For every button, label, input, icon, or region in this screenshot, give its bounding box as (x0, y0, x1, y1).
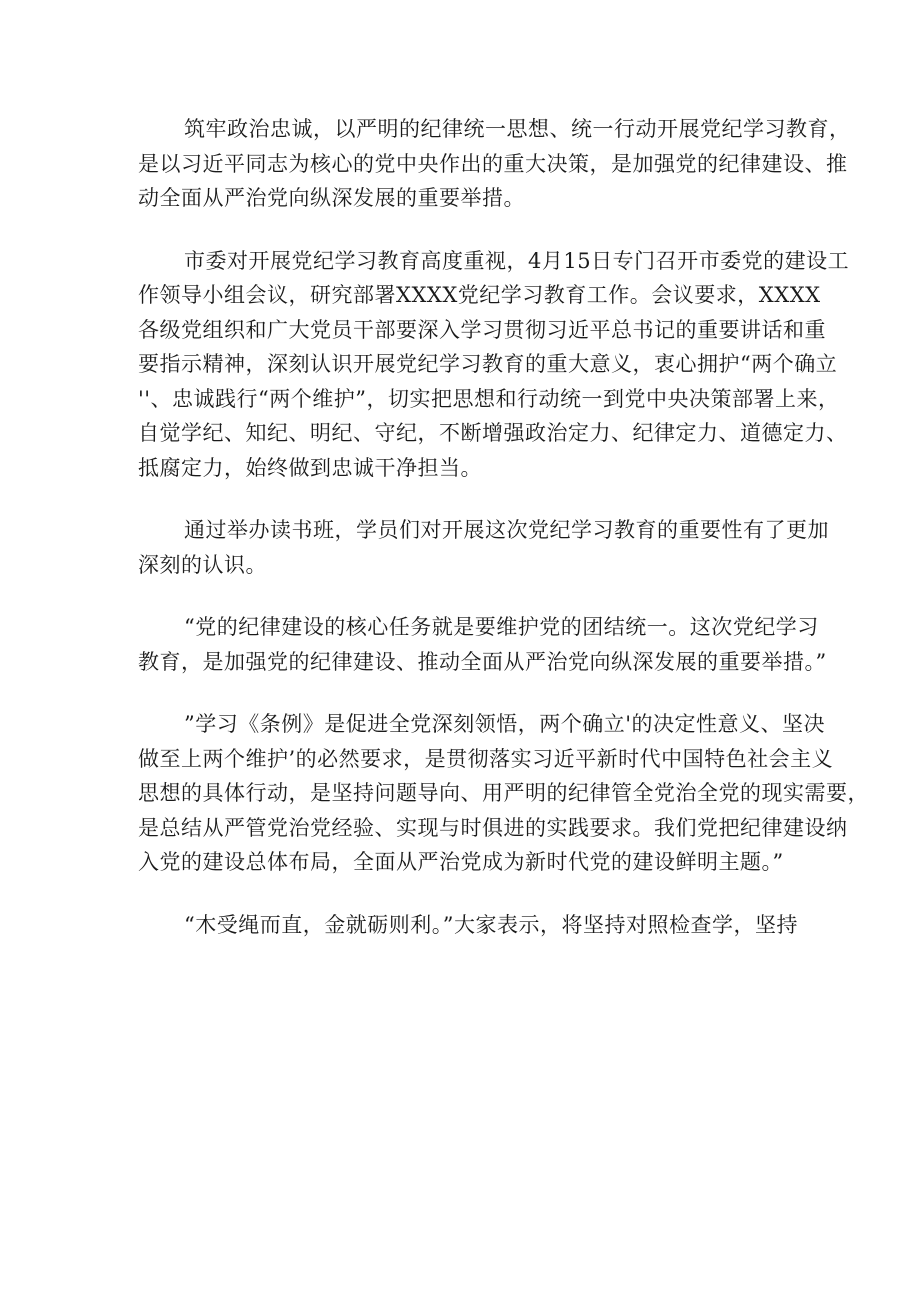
paragraph-6 (138, 908, 798, 943)
document-page (138, 112, 869, 942)
text-line: 深刻的认识。 (138, 552, 267, 577)
text-line: “木受绳而直，金就砺则利。”大家表示，将坚持对照检查学，坚持 (184, 912, 798, 937)
text-line: 做至上两个维护’的必然要求，是贯彻落实习近平新时代中国特色社会主义 (138, 746, 834, 771)
text-line: 教育，是加强党的纪律建设、推动全面从严治党向纵深发展的重要举措。” (138, 649, 827, 674)
text-line: 筑牢政治忠诚，以严明的纪律统一思想、统一行动开展党纪学习教育， (184, 117, 851, 141)
text-line: 自觉学纪、知纪、明纪、守纪，不断增强政治定力、纪律定力、道德定力、 (138, 421, 848, 445)
text-line: 入党的建设总体布局，全面从严治党成为新时代党的建设鲜明主题。” (138, 850, 784, 874)
paragraph-5 (138, 707, 869, 880)
text-line: ''、忠诚践行“两个维护”，切实把思想和行动统一到党中央决策部署上来， (138, 386, 840, 411)
text-line: 要指示精神，深刻认识开展党纪学习教育的重大意义，衷心拥护“两个确立 (138, 352, 838, 376)
text-line: 是总结从严管党治党经验、实现与时俱进的实践要求。我们党把纪律建设纳 (138, 815, 848, 840)
paragraph-4 (138, 610, 827, 679)
text-line: 是以习近平同志为核心的党中央作出的重大决策，是加强党的纪律建设、推 (138, 151, 848, 176)
paragraph-2 (138, 244, 850, 486)
text-line: 市委对开展党纪学习教育高度重视，4月15日专门召开市委党的建设工 (184, 248, 850, 273)
paragraph-3 (138, 513, 829, 582)
text-line: 通过举办读书班，学员们对开展这次党纪学习教育的重要性有了更加 (184, 518, 829, 542)
text-line: ”学习《条例》是促进全党深刻领悟，两个确立'的决定性意义、坚决 (184, 712, 826, 736)
text-line: 抵腐定力，始终做到忠诚干净担当。 (138, 455, 482, 480)
text-line: 思想的具体行动，是坚持问题导向、用严明的纪律管全党治全党的现实需要， (138, 781, 869, 805)
text-line: “党的纪律建设的核心任务就是要维护党的团结统一。这次党纪学习 (184, 615, 819, 639)
text-line: 作领导小组会议，研究部署XXXX党纪学习教育工作。会议要求，XXXX (138, 283, 821, 307)
text-line: 各级党组织和广大党员干部要深入学习贯彻习近平总书记的重要讲话和重 (138, 317, 826, 342)
text-line: 动全面从严治党向纵深发展的重要举措。 (138, 186, 525, 210)
paragraph-1 (138, 112, 851, 216)
